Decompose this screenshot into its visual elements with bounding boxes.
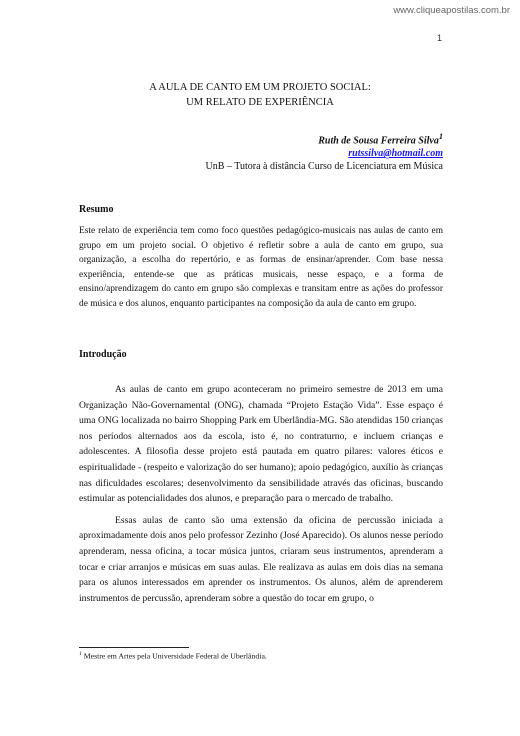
- introducao-paragraph-2: Essas aulas de canto são uma extensão da oficina de percussão iniciada a aproximadamente dois anos pelo professor Zezinho (José Aparecido). Os alunos nesse período aprenderam, nessa oficina, a tocar música juntos, criaram seus instrumentos, aprenderam a tocar e criar arranjos e músicas em suas aulas. Ele realizava as aulas em dois dias na semana para os alunos interessados em aprender os instrumentos. Os alunos, além de aprenderem instrumentos de percussão, aprenderam sobre a questão do tocar em grupo, o: [79, 514, 443, 604]
- resumo-heading: Resumo: [79, 204, 114, 215]
- title-line-2: UM RELATO DE EXPERIÊNCIA: [186, 97, 334, 108]
- author-line: [206, 130, 443, 147]
- page-number: 1: [436, 33, 442, 43]
- author-block: [206, 130, 443, 173]
- resumo-text: Este relato de experiência tem como foco questões pedagógico-musicais nas aulas de canto em grupo em um projeto social. O objetivo é refletir sobre a aula de canto em grupo, sua organização, a escolha do repertório, e as formas de ensinar/aprender. Com base nessa experiência, entende-se que as práticas musicais, nesse espaço, e a forma de ensino/aprendizagem do canto em grupo são complexas e transitam entre as ações do professor de música e dos alunos, enquanto participantes na composição da aula de canto em grupo.: [79, 226, 443, 309]
- watermark: www.cliqueapostilas.com.br: [393, 5, 510, 16]
- title-line-1: A AULA DE CANTO EM UM PROJETO SOCIAL:: [149, 82, 371, 93]
- introducao-paragraph-1: As aulas de canto em grupo aconteceram no primeiro semestre de 2013 em uma Organização Não-Governamental (ONG), chamada “Projeto Estação Vida”. Esse espaço é uma ONG localizada no bairro Shopping Park em Uberlândia-MG. São atendidas 150 crianças nos períodos alternados aos da escola, isto é, no contraturno, e incluem crianças e adolescentes. A filosofia desse projeto está pautada em quatro pilares: valores éticos e espiritualidade - (respeito e valorização do ser humano); apoio pedagógico, auxílio às crianças nas dificuldades escolares; desenvolvimento da sensibilidade através das oficinas, buscando estimular as potencialidades dos alunos, e preparação para o mercado de trabalho.: [79, 384, 443, 505]
- introducao-heading: Introdução: [79, 349, 127, 360]
- footnote: [79, 651, 267, 661]
- author-affiliation: UnB – Tutora à distância Curso de Licenciatura em Música: [205, 161, 443, 173]
- author-name: Ruth de Sousa Ferreira Silva: [318, 135, 439, 147]
- author-footnote-marker: 1: [438, 132, 443, 141]
- introducao-body: [79, 382, 443, 612]
- footnote-marker: 1: [79, 651, 82, 657]
- footnote-text: Mestre em Artes pela Universidade Federal de Uberlândia.: [83, 651, 267, 661]
- footnote-divider: [79, 647, 189, 648]
- author-email-link[interactable]: rutssilva@hotmail.com: [348, 148, 443, 160]
- document-title: [0, 80, 520, 110]
